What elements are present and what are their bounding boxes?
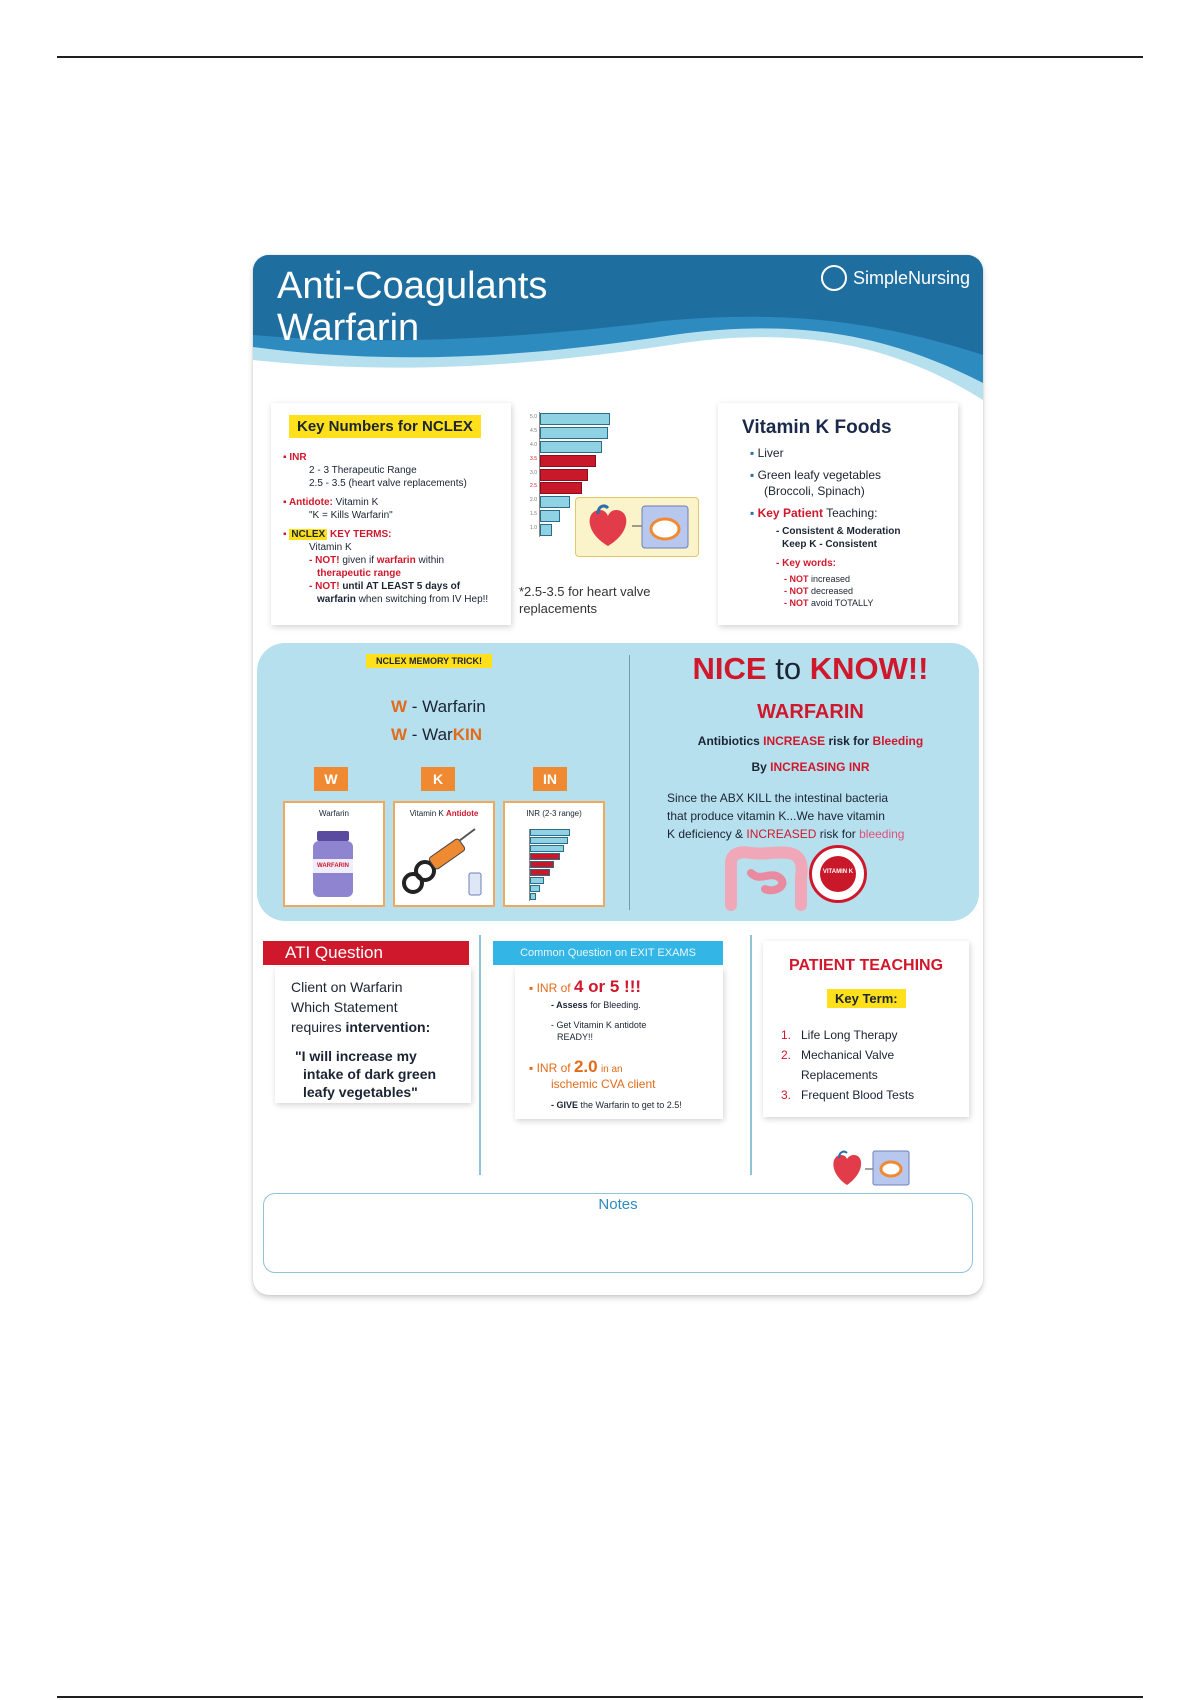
ati-l3b: intervention:	[345, 1019, 431, 1035]
vitamin-k-list: ▪ Liver ▪ Green leafy vegetables (Broccoli, Spinach) ▪ Key Patient Teaching: - Consistent & Moderation Keep K - Consistent - Key words: - NOT increased - NOT decreased - NOT avoid TOTALLY	[750, 445, 955, 609]
mini-inr-bar	[530, 893, 536, 900]
not2-drug: warfarin	[317, 594, 356, 605]
ati-q2: intake of dark green	[303, 1066, 437, 1082]
ntk-l2b: INCREASING INR	[770, 760, 870, 774]
mnemonic-w1: W	[391, 697, 408, 716]
exit-b2s1b: the Warfarin to get to 2.5!	[580, 1100, 682, 1110]
pt-i2b: Replacements	[801, 1068, 878, 1082]
thumb-inr	[503, 801, 605, 907]
mnemonic-kin: KIN	[452, 725, 482, 744]
inr-tick-label: 2.0	[530, 497, 537, 504]
inr-bar	[540, 469, 588, 481]
heart-valve-icon	[576, 498, 698, 556]
exit-b1s1a: - Assess	[551, 1000, 588, 1010]
exit-b1s2b: READY!!	[557, 1032, 594, 1042]
ntk-paragraph	[667, 789, 967, 843]
exit-b1s2a: - Get Vitamin K antidote	[551, 1020, 647, 1030]
memory-trick-tag: NCLEX MEMORY TRICK!	[366, 654, 492, 668]
teaching-red: Key Patient	[757, 506, 823, 520]
inr-bar	[540, 413, 610, 425]
brand-icon	[821, 265, 847, 291]
ntk-p2: that produce vitamin K...We have vitamin	[667, 809, 885, 823]
sub-consistent: - Consistent & Moderation	[776, 526, 901, 537]
mnemonic-warfarin: - Warfarin	[411, 697, 486, 716]
food-greens: Green leafy vegetables	[757, 468, 882, 482]
exit-b2b: 2.0	[573, 1057, 598, 1076]
kw2-red: - NOT	[784, 586, 809, 596]
not1-drug: warfarin	[376, 555, 416, 566]
sub-keep-k: Keep K - Consistent	[782, 539, 878, 550]
ntk-p3a: K deficiency &	[667, 827, 744, 841]
inr-bar	[540, 441, 602, 453]
key-numbers-card	[271, 403, 511, 625]
inr-range-2: 2.5 - 3.5 (heart valve replacements)	[309, 478, 467, 489]
ntk-l1a: Antibiotics	[697, 734, 760, 748]
panel-divider	[629, 655, 630, 910]
notes-label: Notes	[598, 1196, 638, 1213]
mini-inr-bar	[530, 837, 568, 844]
kw1-rest: increased	[811, 574, 851, 584]
mnemonic-war: - War	[411, 725, 453, 744]
thumb-vitamin-k	[393, 801, 495, 907]
antidote-value: Vitamin K	[335, 497, 379, 508]
letter-box-w: W	[314, 767, 348, 791]
patient-teaching-card	[763, 941, 969, 1117]
caption-line1: *2.5-3.5 for heart valve	[519, 584, 651, 599]
inr-tick-label: 4.0	[530, 441, 537, 448]
ntk-know: KNOW!!	[809, 651, 929, 686]
thumb-vitk-b: Antidote	[445, 809, 479, 818]
ati-q3: leafy vegetables"	[303, 1084, 418, 1100]
inr-range-1: 2 - 3 Therapeutic Range	[309, 465, 417, 476]
mini-inr-bar	[530, 853, 560, 860]
key-numbers-body: ▪ INR 2 - 3 Therapeutic Range 2.5 - 3.5 (heart valve replacements) ▪ Antidote: Vitamin K "K = Kills Warfarin" ▪ NCLEX KEY TERMS: Vitamin K - NOT! given if warfarin within therapeutic range - NOT! until AT LEAST 5 days of warfarin when switching from IV Hep!!	[283, 451, 505, 606]
kw3-rest: avoid TOTALLY	[811, 598, 874, 608]
inr-chart-caption	[519, 583, 651, 617]
antidote-quote: "K = Kills Warfarin"	[309, 510, 393, 521]
header-title-line2: Warfarin	[277, 307, 420, 349]
intestine-icon	[721, 843, 811, 913]
ntk-l1b: INCREASE	[763, 734, 826, 748]
inr-tick-label: 5.0	[530, 414, 537, 420]
ntk-l2a: By	[751, 760, 767, 774]
brand-logo	[821, 265, 970, 291]
ntk-p3c: risk for	[819, 827, 856, 841]
ati-q1: "I will increase my	[295, 1048, 417, 1064]
kw2-rest: decreased	[811, 586, 854, 596]
inr-bar	[540, 524, 552, 536]
mnemonic-w2: W	[391, 725, 408, 744]
exit-tag: Common Question on EXIT EXAMS	[493, 941, 723, 965]
letter-box-in: IN	[533, 767, 567, 791]
not1-prefix: - NOT!	[309, 555, 340, 566]
vitamin-k-badge-text: VITAMIN K	[822, 869, 854, 875]
ntk-l1d: Bleeding	[872, 734, 924, 748]
pt-n2: 2.	[781, 1048, 792, 1062]
pt-list	[781, 1025, 914, 1105]
letter-box-k: K	[421, 767, 455, 791]
divider-right	[750, 935, 752, 1175]
kw1-red: - NOT	[784, 574, 809, 584]
notes-box[interactable]	[263, 1193, 973, 1273]
food-liver: Liver	[757, 446, 784, 460]
not1-mid: given if	[342, 555, 375, 566]
exit-body: ▪ INR of 4 or 5 !!! - Assess for Bleeding. - Get Vitamin K antidote READY!! ▪ INR of 2.0 in an ischemic CVA client - GIVE the Warfarin to get to 2.5!	[529, 977, 719, 1111]
inr-tick-label: 2.5	[530, 483, 537, 490]
mini-inr-bars	[529, 829, 600, 901]
pt-n3: 3.	[781, 1088, 792, 1102]
inr-tick-label: 3.0	[530, 469, 537, 476]
ati-tag: ATI Question	[263, 941, 469, 965]
exit-b2d: ischemic CVA client	[551, 1077, 656, 1091]
inr-label: INR	[289, 452, 307, 463]
ati-l2: Which Statement	[291, 999, 398, 1015]
food-greens-examples: (Broccoli, Spinach)	[764, 484, 865, 498]
exit-b2s1a: - GIVE	[551, 1100, 579, 1110]
inr-tick-label: 4.5	[530, 427, 537, 434]
ati-card	[275, 967, 471, 1103]
mini-inr-bar	[530, 861, 554, 868]
exit-b2a: INR of	[536, 1061, 571, 1075]
vitamin-k-card	[718, 403, 958, 625]
mini-inr-bar	[530, 845, 564, 852]
ntk-line1	[643, 734, 978, 748]
caption-line2: replacements	[519, 601, 598, 616]
pt-n1: 1.	[781, 1028, 792, 1042]
exit-b2c: in an	[600, 1064, 623, 1075]
not2-mid: until AT LEAST 5 days of	[342, 581, 461, 592]
pt-tag: Key Term:	[827, 989, 906, 1008]
ntk-nice: NICE	[692, 651, 767, 686]
ati-body	[291, 977, 436, 1101]
inr-tick-label: 1.0	[530, 525, 537, 532]
mnemonic-line2	[391, 725, 482, 745]
kw3-red: - NOT	[784, 598, 809, 608]
exit-b1s1b: for Bleeding.	[590, 1000, 641, 1010]
ntk-to: to	[775, 651, 802, 686]
teaching-rest: Teaching:	[826, 506, 878, 520]
vitamin-k-badge	[809, 845, 867, 903]
brand-name: SimpleNursing	[853, 267, 971, 288]
nice-to-know-title	[643, 651, 978, 687]
thumb-vitk-a: Vitamin K	[409, 809, 444, 818]
pt-i1: Life Long Therapy	[801, 1028, 898, 1042]
inr-axis	[521, 412, 537, 537]
vitamin-k-title: Vitamin K Foods	[742, 417, 892, 438]
antidote-label: Antidote:	[288, 497, 333, 508]
thumb-inr-label: INR (2-3 range)	[526, 809, 582, 818]
inr-bar	[540, 427, 608, 439]
key-numbers-tag: Key Numbers for NCLEX	[289, 415, 481, 438]
mini-inr-bar	[530, 877, 544, 884]
ntk-drug: WARFARIN	[757, 701, 864, 723]
key-terms-label: KEY TERMS:	[330, 529, 392, 540]
inr-tick-label: 3.5	[530, 455, 537, 462]
thumb-warfarin	[283, 801, 385, 907]
inr-bar	[540, 482, 582, 494]
divider-left	[479, 935, 481, 1175]
inr-bar	[540, 455, 596, 467]
study-sheet	[253, 255, 983, 1295]
inr-bar	[540, 496, 570, 508]
pt-i2a: Mechanical Valve	[801, 1048, 895, 1062]
exit-b1b: 4 or 5 !!!	[573, 977, 642, 996]
not2-rest: when switching from IV Hep!!	[358, 594, 489, 605]
exit-b1a: INR of	[536, 981, 571, 995]
top-rule	[57, 56, 1143, 58]
mini-inr-bar	[530, 885, 540, 892]
not1-end: within	[418, 555, 445, 566]
syringe-icon	[395, 825, 493, 905]
ntk-line2	[643, 760, 978, 774]
inr-bar	[540, 510, 560, 522]
ati-l1: Client on Warfarin	[291, 979, 403, 995]
exit-card	[515, 967, 723, 1119]
bottle-label: WARFARIN	[317, 863, 349, 869]
bottom-rule	[57, 1696, 1143, 1698]
ntk-l1c: risk for	[828, 734, 870, 748]
ntk-p3d: bleeding	[859, 827, 905, 841]
pt-title: PATIENT TEACHING	[788, 957, 944, 974]
thumb-vitk-label	[395, 809, 493, 818]
mini-inr-bar	[530, 869, 550, 876]
nclex-mini-tag: NCLEX	[291, 529, 326, 540]
sub-key-words: - Key words:	[776, 558, 837, 569]
not2-prefix: - NOT!	[309, 581, 340, 592]
mini-inr-bar	[530, 829, 570, 836]
header-title-line1: Anti-Coagulants	[277, 265, 548, 307]
not1-line2: therapeutic range	[317, 568, 401, 579]
ati-l3a: requires	[291, 1019, 342, 1035]
mnemonic-line1	[391, 697, 486, 717]
ntk-p1: Since the ABX KILL the intestinal bacteria	[667, 791, 889, 805]
thumb-warfarin-label: Warfarin	[319, 809, 349, 818]
heart-valve-box	[575, 497, 699, 557]
term-vitamin-k: Vitamin K	[309, 542, 352, 553]
heart-valve-small-icon	[827, 1147, 913, 1189]
pt-i3: Frequent Blood Tests	[801, 1088, 915, 1102]
inr-tick-label: 1.5	[530, 511, 537, 518]
ntk-p3b: INCREASED	[746, 827, 817, 841]
